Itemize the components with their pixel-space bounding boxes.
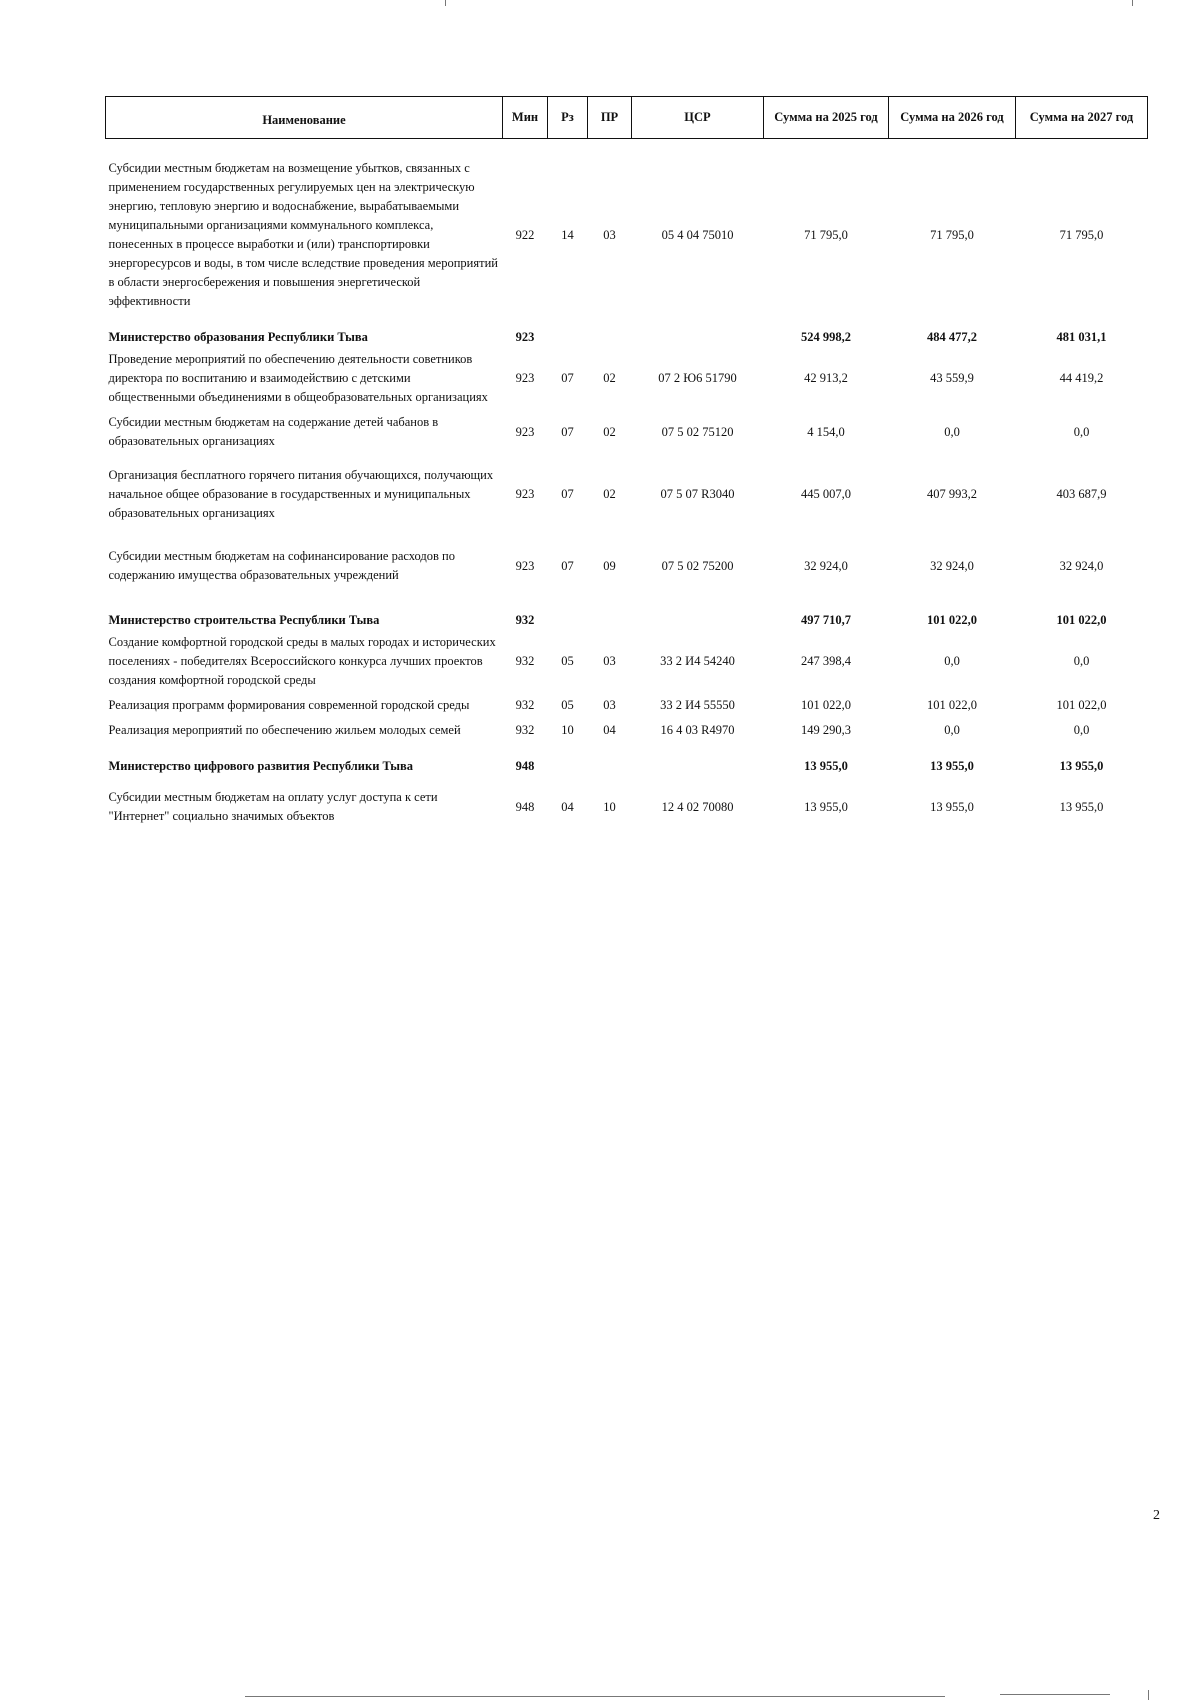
table-row	[106, 454, 1148, 535]
row-rz	[548, 597, 588, 630]
row-rz	[548, 743, 588, 776]
table-row	[106, 410, 1148, 454]
row-csr: 33 2 И4 54240	[660, 654, 735, 668]
row-name: Создание комфортной городской среды в малых городах и исторических поселениях - победителях Всероссийского конкурса лучших проектов создания комфортной городской среды	[108, 635, 496, 687]
header-pr: ПР	[588, 97, 632, 139]
scan-mark-top-right	[1132, 0, 1133, 6]
table-header-row	[106, 97, 1148, 139]
row-sum-2027: 44 419,2	[1059, 371, 1104, 385]
row-sum-2027: 13 955,0	[1059, 759, 1104, 773]
scan-line-bottom-right	[1000, 1694, 1110, 1695]
row-sum-2025: 101 022,0	[801, 698, 851, 712]
row-pr: 02	[603, 371, 616, 385]
row-min: 932	[515, 654, 535, 668]
row-min: 948	[515, 759, 535, 773]
ministry-row	[106, 743, 1148, 776]
header-sum-2025: Сумма на 2025 год	[764, 97, 889, 139]
row-sum-2026: 0,0	[944, 723, 960, 737]
row-min: 923	[515, 487, 535, 501]
row-pr	[588, 314, 632, 347]
row-sum-2026: 13 955,0	[930, 799, 974, 814]
row-rz: 04	[561, 799, 574, 814]
row-sum-2027: 481 031,1	[1056, 330, 1107, 344]
table-row	[106, 347, 1148, 410]
ministry-name: Министерство строительства Республики Тыва	[108, 613, 380, 627]
row-csr: 33 2 И4 55550	[660, 698, 735, 712]
row-min: 922	[515, 227, 535, 242]
row-pr: 03	[603, 698, 616, 712]
row-csr: 07 5 07 R3040	[660, 487, 735, 501]
row-rz: 10	[561, 723, 574, 737]
row-min: 923	[515, 371, 535, 385]
table-row	[106, 535, 1148, 597]
page-number: 2	[1153, 1508, 1160, 1523]
header-sum-2026: Сумма на 2026 год	[889, 97, 1016, 139]
header-min: Мин	[503, 97, 548, 139]
header-rz: Рз	[548, 97, 588, 139]
table-row	[106, 718, 1148, 743]
row-pr: 10	[603, 799, 616, 814]
ministry-row	[106, 314, 1148, 347]
row-csr	[632, 597, 764, 630]
row-sum-2025: 497 710,7	[801, 613, 851, 627]
row-sum-2027: 71 795,0	[1059, 227, 1104, 242]
row-pr: 02	[603, 487, 616, 501]
ministry-row	[106, 597, 1148, 630]
row-min: 932	[515, 698, 535, 712]
row-sum-2025: 13 955,0	[804, 799, 848, 814]
row-sum-2025: 32 924,0	[804, 558, 848, 573]
row-sum-2027: 0,0	[1073, 723, 1090, 737]
row-sum-2026: 13 955,0	[930, 759, 974, 773]
table-row	[106, 693, 1148, 718]
header-csr: ЦСР	[632, 97, 764, 139]
scan-mark-bottom-right	[1148, 1690, 1149, 1700]
row-sum-2025: 149 290,3	[801, 723, 851, 737]
row-sum-2025: 4 154,0	[807, 424, 845, 439]
row-rz: 07	[561, 558, 574, 573]
row-sum-2026: 101 022,0	[927, 613, 977, 627]
row-csr: 07 5 02 75120	[661, 424, 734, 439]
row-sum-2027: 101 022,0	[1056, 613, 1107, 627]
row-name: Субсидии местным бюджетам на оплату услуг доступа к сети "Интернет" социально значимых объектов	[108, 790, 438, 823]
row-min: 932	[515, 723, 535, 737]
budget-table	[105, 96, 1148, 838]
row-min: 923	[515, 424, 535, 439]
row-sum-2026: 43 559,9	[930, 371, 974, 385]
row-pr: 03	[603, 227, 616, 242]
row-sum-2026: 71 795,0	[930, 227, 974, 242]
row-rz: 05	[561, 654, 574, 668]
row-sum-2026: 0,0	[944, 424, 960, 439]
scan-mark-top	[445, 0, 446, 6]
row-csr: 12 4 02 70080	[661, 799, 734, 814]
row-name: Организация бесплатного горячего питания обучающихся, получающих начальное общее образование в государственных и муниципальных образовательных организациях	[108, 468, 494, 520]
row-sum-2026: 32 924,0	[930, 558, 974, 573]
row-sum-2025: 42 913,2	[804, 371, 848, 385]
row-rz: 05	[561, 698, 574, 712]
row-name: Субсидии местным бюджетам на возмещение убытков, связанных с применением государственных регулируемых цен на электрическую энергию, тепловую энергию и водоснабжение, вырабатываемыми муниципальными организациями коммунального комплекса, понесенных в процессе выработки и (или) транспортировки энергоресурсов и воды, в том числе вследствие проведения мероприятий в области энергосбережения и повышения энергетической эффективности	[108, 161, 498, 308]
row-name: Реализация программ формирования современной городской среды	[108, 698, 470, 712]
row-name: Субсидии местным бюджетам на содержание детей чабанов в образовательных организациях	[108, 415, 439, 448]
row-sum-2027: 101 022,0	[1056, 698, 1107, 712]
row-pr: 09	[603, 558, 616, 573]
row-rz: 07	[561, 424, 574, 439]
header-name: Наименование	[106, 97, 503, 139]
ministry-name: Министерство цифрового развития Республики Тыва	[108, 759, 413, 773]
row-name: Проведение мероприятий по обеспечению деятельности советников директора по воспитанию и взаимодействию с детскими общественными объединениями в общеобразовательных организациях	[108, 352, 488, 404]
row-name: Субсидии местным бюджетам на софинансирование расходов по содержанию имущества образовательных учреждений	[108, 549, 455, 582]
row-min: 923	[515, 558, 535, 573]
row-sum-2027: 13 955,0	[1059, 799, 1104, 814]
row-pr: 03	[603, 654, 616, 668]
row-min: 948	[515, 799, 535, 814]
row-sum-2025: 445 007,0	[801, 487, 851, 501]
row-csr	[632, 743, 764, 776]
row-sum-2025: 524 998,2	[801, 330, 851, 344]
row-rz: 14	[561, 227, 574, 242]
row-csr: 05 4 04 75010	[661, 227, 734, 242]
row-pr: 02	[603, 424, 616, 439]
table-row	[106, 776, 1148, 838]
row-sum-2025: 13 955,0	[804, 759, 848, 773]
row-pr	[588, 743, 632, 776]
row-sum-2026: 407 993,2	[927, 487, 977, 501]
row-pr	[588, 597, 632, 630]
header-sum-2027: Сумма на 2027 год	[1016, 97, 1148, 139]
row-min: 923	[515, 330, 535, 344]
row-sum-2026: 0,0	[944, 654, 960, 668]
row-pr: 04	[603, 723, 616, 737]
row-sum-2027: 0,0	[1073, 424, 1090, 439]
scan-line-bottom	[245, 1696, 945, 1697]
ministry-name: Министерство образования Республики Тыва	[108, 330, 368, 344]
row-csr: 07 2 Ю6 51790	[658, 371, 737, 385]
row-sum-2027: 403 687,9	[1056, 487, 1107, 501]
table-row	[106, 630, 1148, 693]
row-rz: 07	[561, 371, 574, 385]
row-rz	[548, 314, 588, 347]
row-rz: 07	[561, 487, 574, 501]
row-sum-2026: 484 477,2	[927, 330, 977, 344]
row-sum-2027: 0,0	[1073, 654, 1090, 668]
row-csr: 07 5 02 75200	[661, 558, 734, 573]
row-min: 932	[515, 613, 535, 627]
row-csr	[632, 314, 764, 347]
row-sum-2026: 101 022,0	[927, 698, 977, 712]
row-name: Реализация мероприятий по обеспечению жильем молодых семей	[108, 723, 461, 737]
row-csr: 16 4 03 R4970	[660, 723, 735, 737]
row-sum-2027: 32 924,0	[1059, 558, 1104, 573]
table-row	[106, 139, 1148, 315]
row-sum-2025: 247 398,4	[801, 654, 851, 668]
row-sum-2025: 71 795,0	[804, 227, 848, 242]
